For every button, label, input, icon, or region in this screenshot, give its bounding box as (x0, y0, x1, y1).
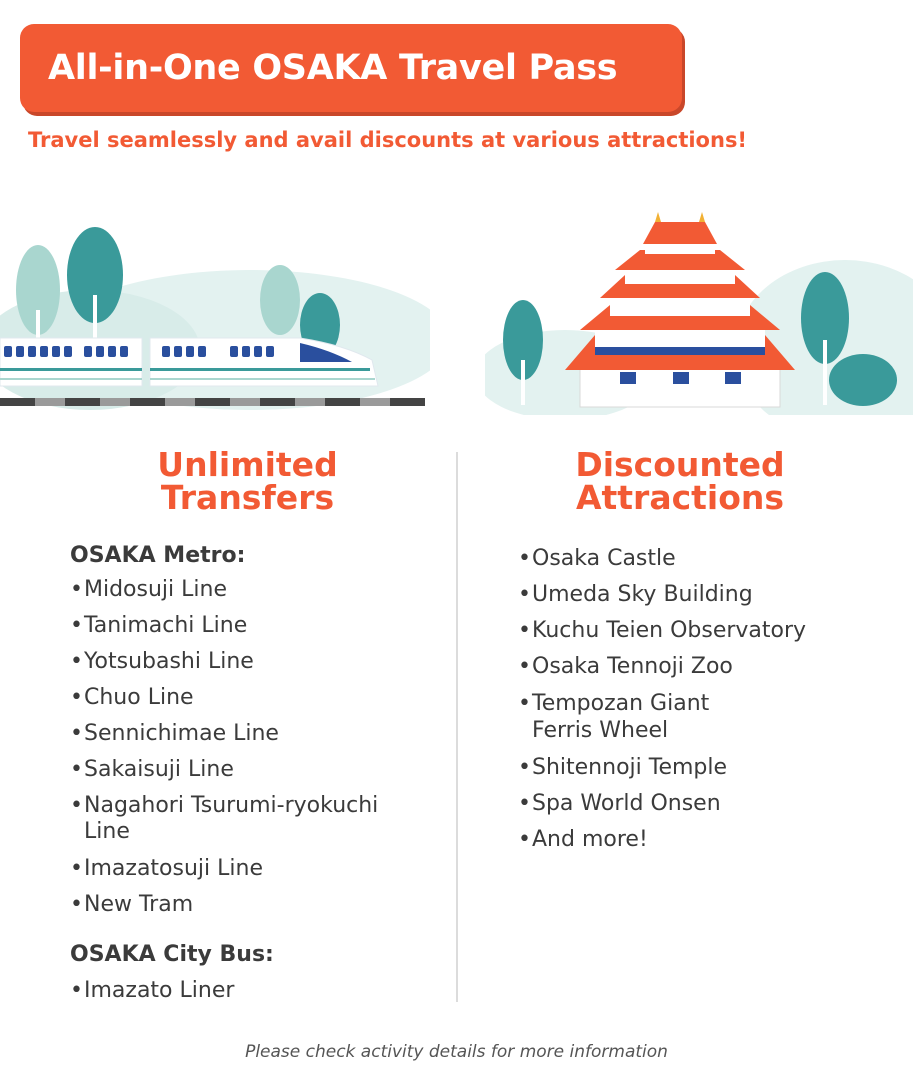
castle-base (580, 365, 780, 407)
group-title-metro: OSAKA Metro: (70, 543, 246, 568)
list-item: • And more! (518, 827, 648, 852)
transfers-heading-line1: Unlimited (157, 445, 338, 484)
attractions-heading-line1: Discounted (575, 445, 785, 484)
list-item: • Tanimachi Line (70, 613, 248, 638)
transfers-list (70, 543, 445, 1014)
list-item: • Midosuji Line (70, 577, 227, 602)
list-item: • Imazatosuji Line (70, 856, 263, 881)
transfers-heading-line2: Transfers (160, 478, 335, 517)
page-title: All-in-One OSAKA Travel Pass (48, 48, 618, 88)
list-item: • Yotsubashi Line (70, 649, 254, 674)
attractions-heading-line2: Attractions (575, 478, 785, 517)
attractions-heading (520, 445, 840, 517)
bullet-train-illustration (0, 200, 430, 415)
attractions-list (518, 546, 908, 863)
list-item: • Spa World Onsen (518, 791, 721, 816)
list-item: • New Tram (70, 892, 194, 917)
list-item: • Chuo Line (70, 685, 194, 710)
list-item: • Osaka Castle (518, 546, 676, 571)
bush-icon (829, 354, 897, 406)
list-item: • Shitennoji Temple (518, 755, 728, 780)
group-title-bus: OSAKA City Bus: (70, 942, 274, 967)
list-item: • Imazato Liner (70, 978, 235, 1003)
list-item: • Umeda Sky Building (518, 582, 753, 607)
title-banner (20, 24, 682, 112)
list-item: • Tempozan Giant Ferris Wheel (518, 691, 710, 743)
castle-roof (643, 222, 717, 244)
list-item: • Kuchu Teien Observatory (518, 618, 807, 643)
list-item: • Osaka Tennoji Zoo (518, 654, 733, 679)
list-item: • Sakaisuji Line (70, 757, 234, 782)
subtitle: Travel seamlessly and avail discounts at various attractions! (28, 128, 748, 152)
osaka-castle-illustration (485, 200, 913, 415)
list-item: • Nagahori Tsurumi-ryokuchi Line (70, 793, 379, 844)
transfers-heading (90, 445, 405, 517)
column-divider (456, 452, 458, 1002)
list-item: • Sennichimae Line (70, 721, 279, 746)
footer-note: Please check activity details for more information (245, 1042, 668, 1062)
tree-icon (260, 265, 300, 335)
